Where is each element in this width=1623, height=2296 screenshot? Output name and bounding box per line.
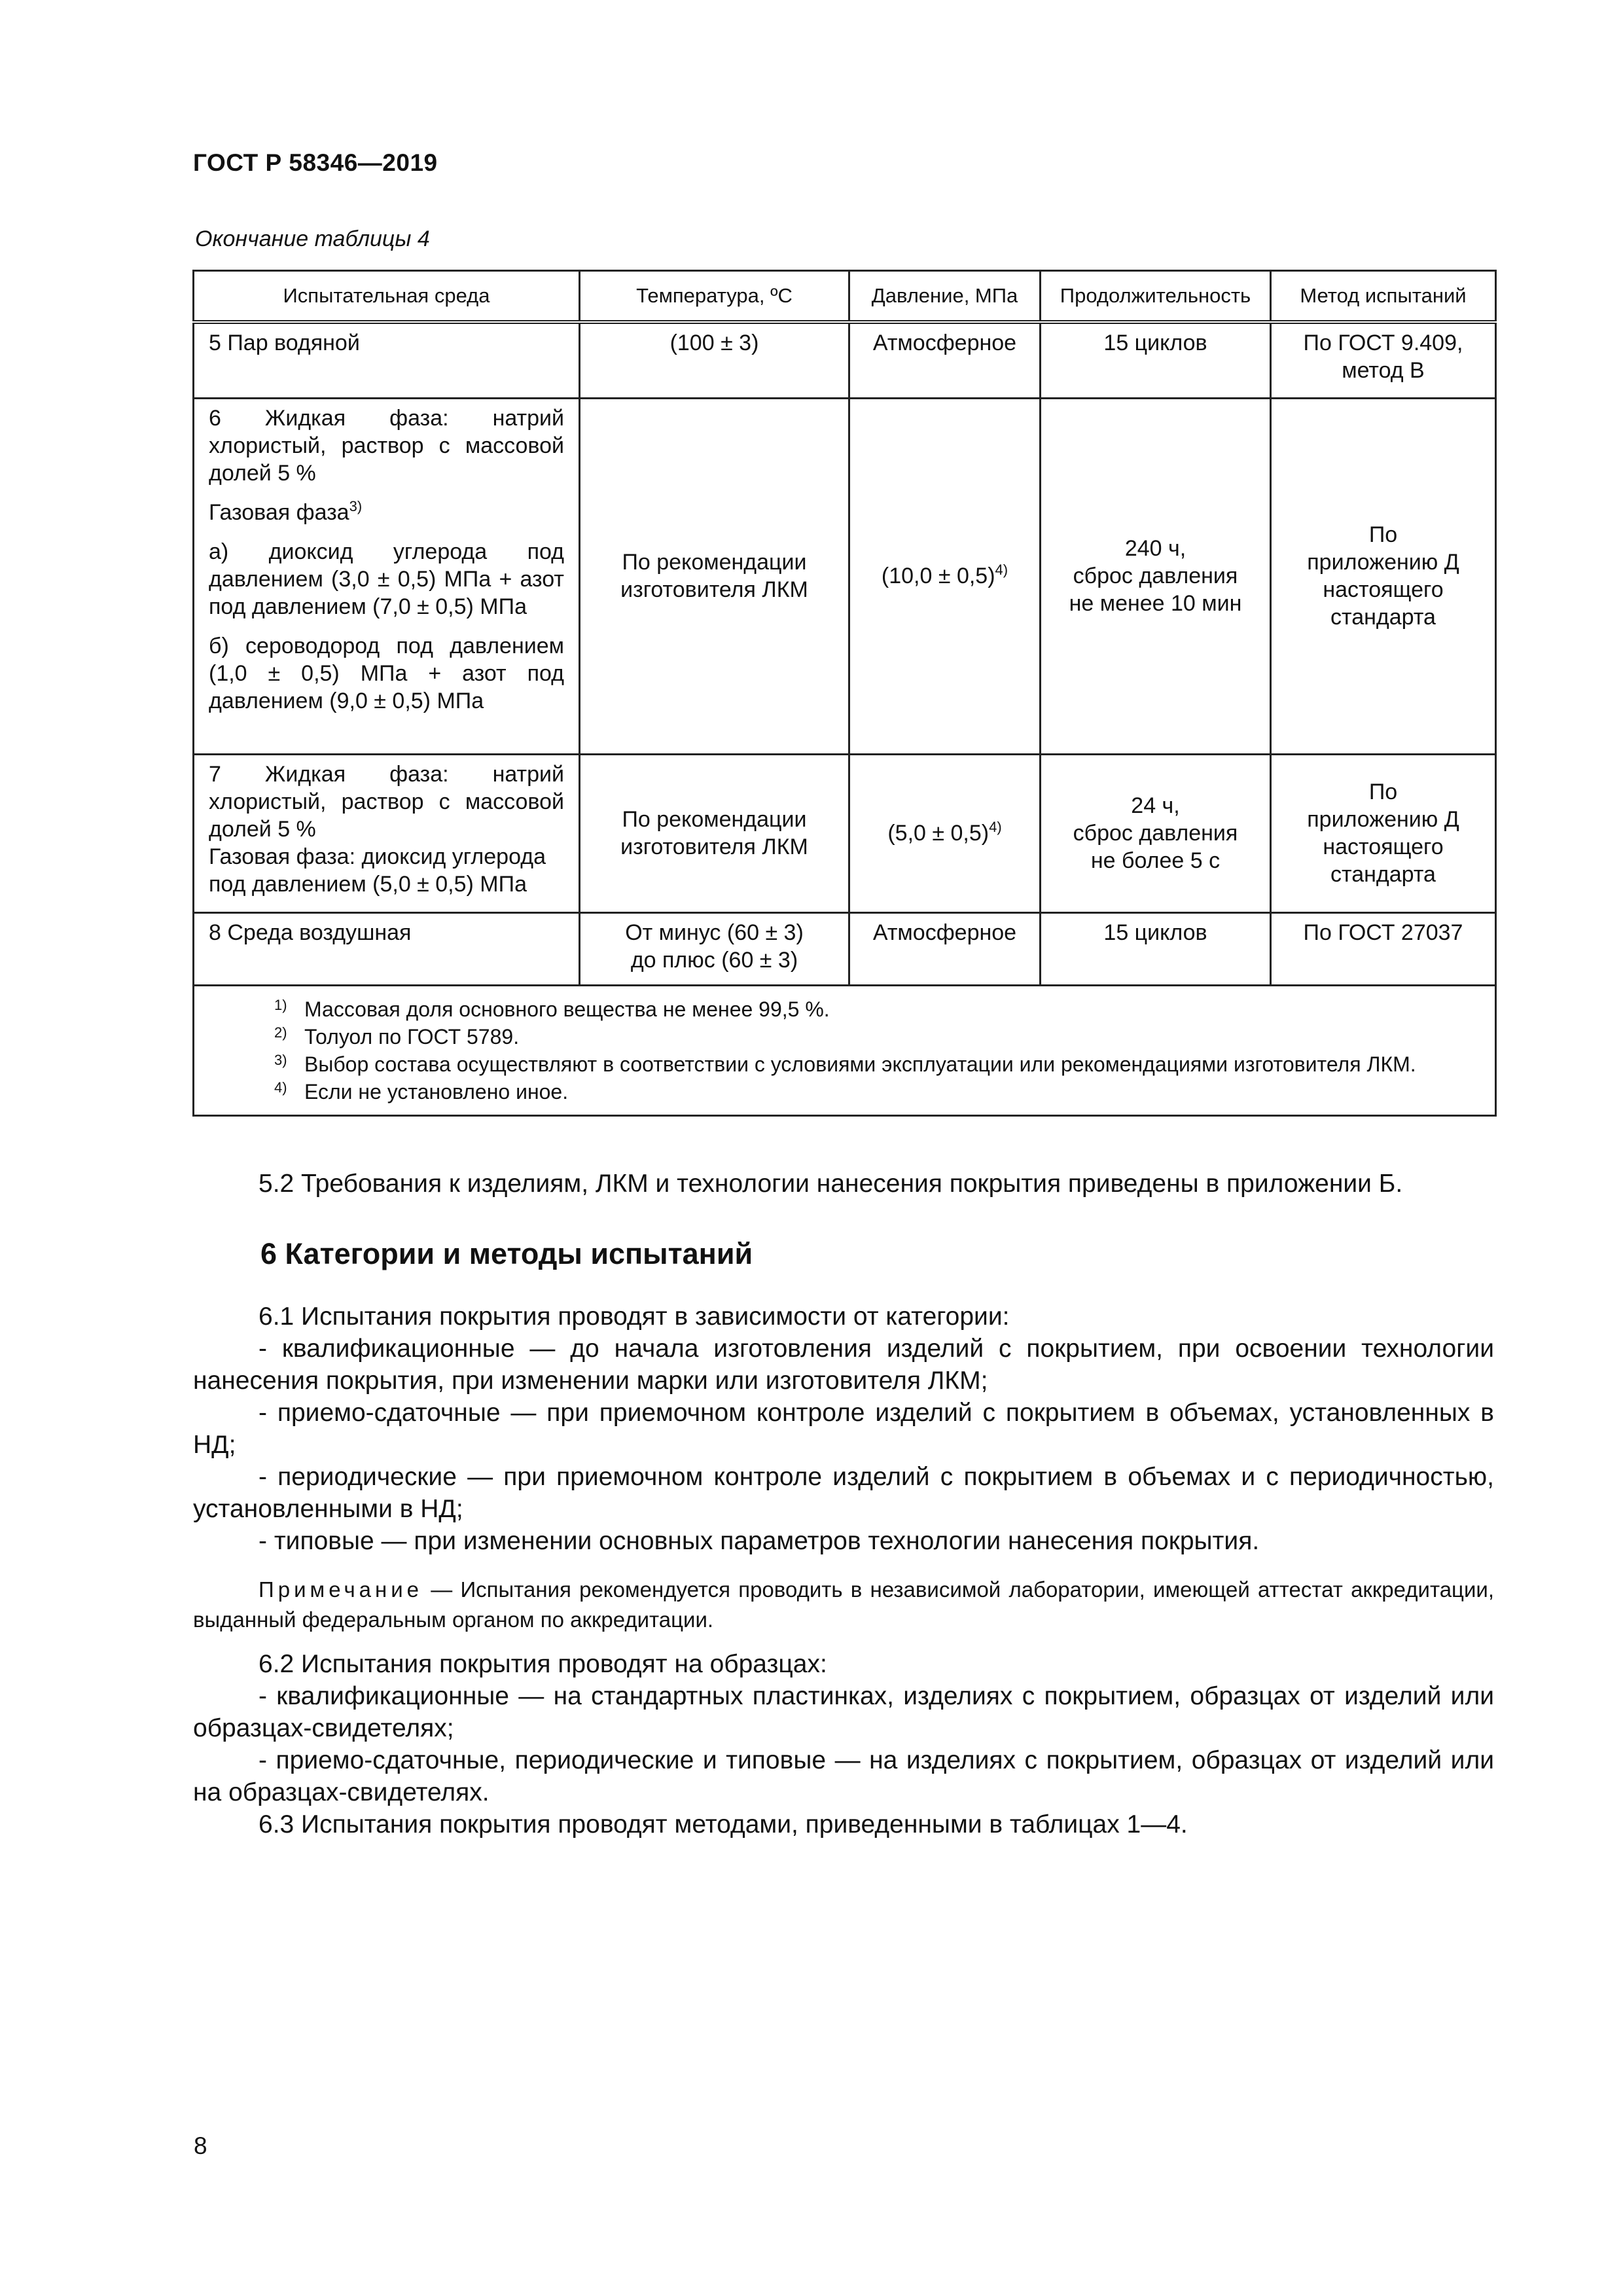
cell-line: настоящего <box>1323 577 1444 602</box>
footnote-text: Выбор состава осуществляют в соответствии с условиями эксплуатации или рекомендациями изготовителя ЛКМ. <box>304 1052 1416 1076</box>
table-footnotes-row <box>194 985 1496 1115</box>
cell-line: 24 ч, <box>1131 793 1180 818</box>
cell-temperature: (100 ± 3) <box>580 322 849 398</box>
cell-line: метод В <box>1342 358 1425 383</box>
cell-temperature <box>580 754 849 912</box>
cell-pressure: $(5,0 \pm 0,5)^{4)}$ <box>849 754 1041 912</box>
cell-duration: 15 циклов <box>1041 912 1271 985</box>
cell-line: От минус (60 ± 3) <box>625 920 804 945</box>
cell-line: изготовителя ЛКМ <box>620 577 808 602</box>
footnote-mark: 4) <box>274 1079 287 1096</box>
liquid-phase-text: 6 Жидкая фаза: натрий хлористый, раствор с массовой долей 5 % <box>209 405 564 486</box>
liquid-phase-text: 7 Жидкая фаза: натрий хлористый, раствор с массовой долей 5 % <box>209 761 564 842</box>
section-6-heading: 6 Категории и методы испытаний <box>260 1237 753 1270</box>
list-item: - квалификационные — до начала изготовления изделий с покрытием, при освоении технологии нанесения покрытия, при изменении марки или изготовителя ЛКМ; <box>193 1335 1494 1395</box>
cell-line: сброс давления <box>1073 564 1238 588</box>
footnote-ref: 4) <box>995 562 1008 578</box>
cell-line: приложению Д <box>1307 807 1459 832</box>
list-item: - периодические — при приемочном контроле изделий с покрытием в объемах и с периодичностью, установленными в НД; <box>193 1463 1494 1523</box>
cell-text: 8 Среда воздушная <box>209 920 412 945</box>
footnote-ref: 4) <box>989 819 1002 835</box>
test-conditions-table <box>192 270 1497 1117</box>
list-item: - приемо-сдаточные — при приемочном контроле изделий с покрытием в объемах, установленных в НД; <box>193 1399 1494 1459</box>
gas-option-b: б) сероводород под давлением (1,0 ± 0,5) МПа + азот под давлением (9,0 ± 0,5) МПа <box>209 633 564 713</box>
cell-temperature <box>580 912 849 985</box>
clause-6-2 <box>193 1648 1494 1840</box>
cell-environment <box>194 322 580 398</box>
note-label: Примечание <box>259 1577 423 1602</box>
clause-6-1-intro: 6.1 Испытания покрытия проводят в зависимости от категории: <box>259 1302 1010 1331</box>
cell-duration: 15 циклов <box>1041 322 1271 398</box>
footnote-text: Толуол по ГОСТ 5789. <box>304 1024 520 1049</box>
table-footnote <box>209 996 1480 1023</box>
cell-environment <box>194 754 580 912</box>
cell-environment <box>194 912 580 985</box>
cell-method <box>1271 754 1496 912</box>
cell-line: По <box>1368 522 1398 547</box>
cell-pressure: $(10,0 \pm 0,5)^{4)}$ <box>849 398 1041 754</box>
cell-temperature <box>580 398 849 754</box>
cell-line: стандарта <box>1330 605 1436 630</box>
cell-line: По рекомендации <box>622 807 807 832</box>
cell-line: По ГОСТ 9.409, <box>1303 331 1463 355</box>
table-caption: Окончание таблицы 4 <box>195 226 430 251</box>
list-item: - квалификационные — на стандартных пластинках, изделиях с покрытием, образцах от изделий или образцах-свидетелях; <box>193 1682 1494 1742</box>
cell-line: По рекомендации <box>622 550 807 575</box>
list-item: - типовые — при изменении основных параметров технологии нанесения покрытия. <box>259 1527 1260 1555</box>
table-row <box>194 322 1496 398</box>
clause-6-1 <box>193 1300 1494 1557</box>
table-row <box>194 754 1496 912</box>
footnote-mark: 2) <box>274 1024 287 1041</box>
cell-environment <box>194 398 580 754</box>
column-header-temperature: Температура, ºС <box>580 271 849 323</box>
document-code: ГОСТ Р 58346—2019 <box>193 149 438 176</box>
table-footnote <box>209 1023 1480 1050</box>
gas-phase-label: Газовая фаза$^{3)}$ <box>209 497 363 525</box>
cell-duration <box>1041 754 1271 912</box>
cell-line: до плюс (60 ± 3) <box>630 947 798 973</box>
list-item: - приемо-сдаточные, периодические и типовые — на изделиях с покрытием, образцах от изделий или на образцах-свидетелях. <box>193 1746 1494 1806</box>
table-row <box>194 912 1496 985</box>
cell-line: стандарта <box>1330 862 1436 887</box>
clause-6-2-intro: 6.2 Испытания покрытия проводят на образцах: <box>259 1650 827 1678</box>
cell-line: сброс давления <box>1073 821 1238 846</box>
gas-phase-text: Газовая фаза: диоксид углерода под давлением (5,0 ± 0,5) МПа <box>209 844 546 897</box>
column-header-environment: Испытательная среда <box>194 271 580 323</box>
cell-pressure: Атмосферное <box>849 912 1041 985</box>
cell-duration <box>1041 398 1271 754</box>
cell-line: не более 5 с <box>1090 848 1221 873</box>
cell-line: изготовителя ЛКМ <box>620 834 808 859</box>
table-footnote <box>209 1078 1480 1105</box>
cell-line: настоящего <box>1323 834 1444 859</box>
table-header-row <box>194 271 1496 323</box>
cell-method <box>1271 322 1496 398</box>
page-number: 8 <box>194 2132 207 2159</box>
cell-line: не менее 10 мин <box>1069 591 1242 616</box>
footnote-text: Если не установлено иное. <box>304 1079 569 1103</box>
gas-option-a: а) диоксид углерода под давлением (3,0 ± 0,5) МПа + азот под давлением (7,0 ± 0,5) МПа <box>209 539 564 619</box>
footnote-mark: 3) <box>274 1051 287 1068</box>
cell-text: 5 Пар водяной <box>209 331 360 355</box>
note-text: — Испытания рекомендуется проводить в независимой лаборатории, имеющей аттестат аккредитации, выданный федеральным органом по аккредитации. <box>193 1577 1494 1632</box>
cell-method: По ГОСТ 27037 <box>1271 912 1496 985</box>
footnote-text: Массовая доля основного вещества не менее 99,5 %. <box>304 997 830 1021</box>
cell-method <box>1271 398 1496 754</box>
table-row <box>194 398 1496 754</box>
clause-5-2: 5.2 Требования к изделиям, ЛКМ и технологии нанесения покрытия приведены в приложении Б. <box>259 1170 1403 1198</box>
table-footnotes <box>194 985 1496 1115</box>
cell-line: приложению Д <box>1307 550 1459 575</box>
cell-line: 240 ч, <box>1124 536 1186 561</box>
clause-6-3: 6.3 Испытания покрытия проводят методами, приведенными в таблицах 1—4. <box>259 1810 1188 1839</box>
table-footnote <box>209 1050 1480 1078</box>
cell-pressure: Атмосферное <box>849 322 1041 398</box>
footnote-mark: 1) <box>274 996 287 1013</box>
column-header-pressure: Давление, МПа <box>849 271 1041 323</box>
footnote-ref: 3) <box>349 497 363 514</box>
note <box>193 1575 1494 1635</box>
cell-line: По <box>1368 780 1398 804</box>
column-header-duration: Продолжительность <box>1041 271 1271 323</box>
column-header-method: Метод испытаний <box>1271 271 1496 323</box>
